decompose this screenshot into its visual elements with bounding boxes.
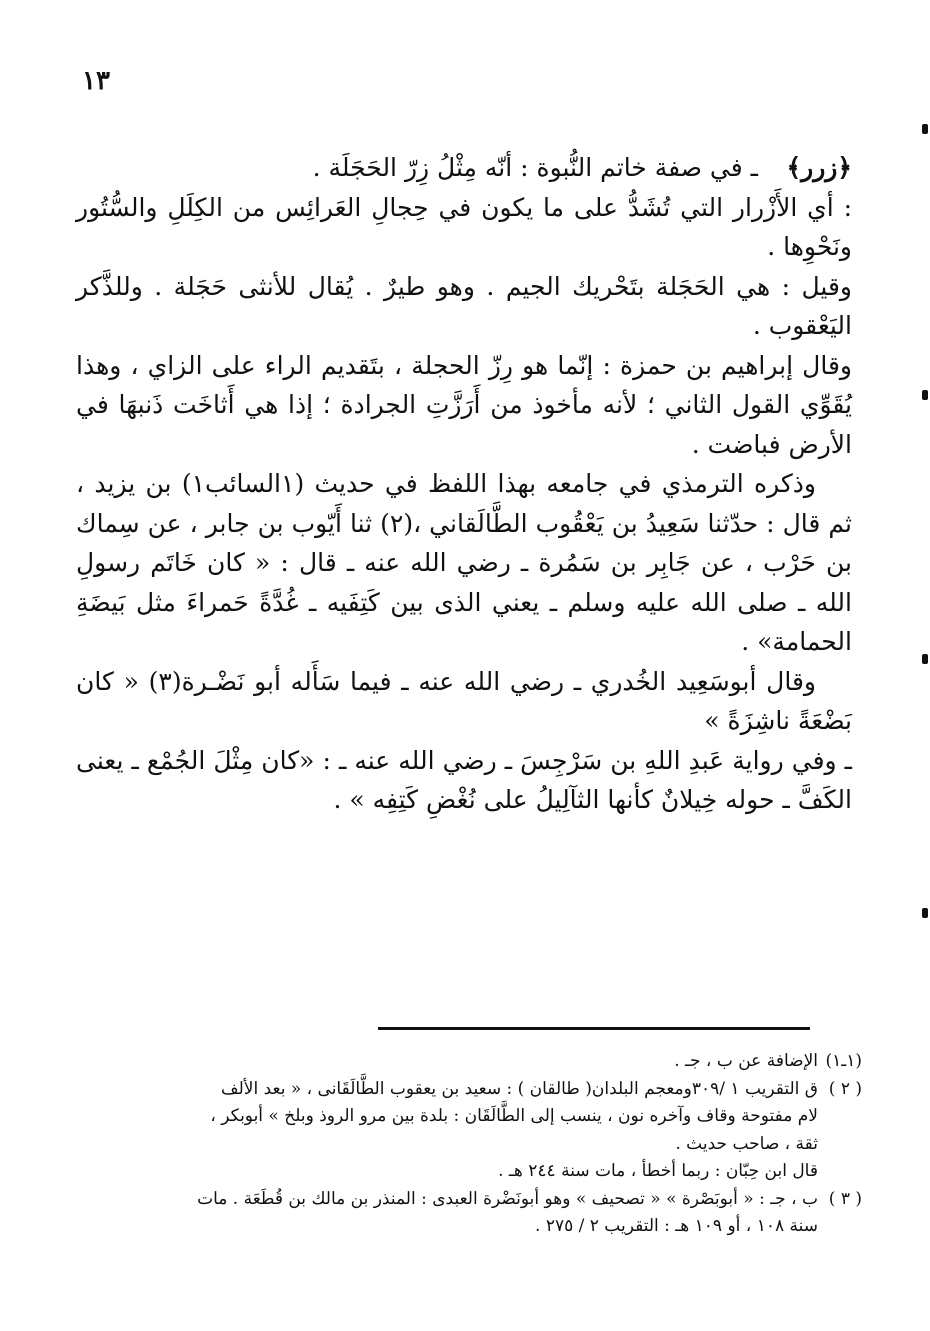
footnote: [64, 1186, 862, 1241]
footnote-line: لام مفتوحة وقاف وآخره نون ، ينسب إلى الطَّالَقَان : بلدة بين مرو الروذ وبلخ » أبوبكر ،: [210, 1106, 818, 1126]
page-number: ١٣: [82, 66, 110, 96]
scan-edge-mark: [922, 654, 928, 664]
scan-edge-mark: [922, 124, 928, 134]
footnote-marker: (١ـ١): [825, 1051, 862, 1071]
entry-paragraph: : أي الأَزْرار التي تُشَدُّ على ما يكون في حِجالِ العَرائِس من الكِلَلِ والسُّتُور ونَحْوِها .: [76, 192, 852, 261]
footnote: [64, 1076, 862, 1186]
footnote-line: ق التقريب ١ /٣٠٩ومعجم البلدان( طالقان ) : سعيد بن يعقوب الطَّالَقَانى ، « بعد الألف: [220, 1078, 818, 1099]
entry-paragraph: وقال أبوسَعِيد الخُدري ـ رضي الله عنه ـ فيما سَأَله أبو نَضْـرة(٣) « كان بَضْعَةً ناشِزَةً »: [76, 666, 852, 735]
entry-paragraph: وقال إبراهيم بن حمزة : إنّما هو رِزّ الحجلة ، بتَقديم الراء على الزاي ، وهذا يُقَوِّي القول الثاني ؛ لأنه مأخوذ من أَرَزَّتِ الجرادة ؛ إذا هي أَثاخَت ذَنبهَا في الأرض فباضت .: [76, 350, 852, 459]
footnotes: [64, 1048, 862, 1241]
footnote-divider: [378, 1027, 810, 1030]
footnote-line: سنة ١٠٨ ، أو ١٠٩ هـ : التقريب ٢ / ٢٧٥ .: [535, 1216, 818, 1236]
entry-paragraph: ـ في صفة خاتم النُّبوة : أنّه مِثْلُ زِرّ الحَجَلَة .: [312, 153, 758, 182]
footnote-marker: ( ٢ ): [828, 1078, 862, 1099]
entry-headword: ﴿زرر﴾: [786, 153, 852, 182]
footnote-marker: ( ٣ ): [828, 1188, 862, 1209]
entry-paragraph: وذكره الترمذي في جامعه بهذا اللفظ في حديث (١السائب١) بن يزيد ، ثم قال : حدّثنا سَعِيدُ بن يَعْقُوب الطَّالَقاني ،(٢) ثنا أَيّوب بن جابر ، عن سِماك بن حَرْب ، عن جَابِر بن سَمُرة ـ رضي الله عنه ـ قال : « كان خَاتَم رسولِ الله ـ صلى الله عليه وسلم ـ يعني الذى بين كَتِفَيه ـ غُدَّةً حَمراءَ مثل بَيضَةِ الحمامة» .: [76, 469, 852, 656]
footnote-line: قال ابن حِبّان : ربما أخطأ ، مات سنة ٢٤٤ هـ .: [498, 1161, 818, 1181]
entry-paragraph: وقيل : هي الحَجَلة بتَحْريك الجيم . وهو طيرٌ . يُقال للأنثى حَجَلة . وللذَّكر اليَعْقوب .: [76, 271, 852, 340]
footnote: [64, 1048, 862, 1076]
scan-edge-mark: [922, 908, 928, 918]
footnote-line: ب ، جـ : « أبوبَصْرة » « تصحيف » وهو أبونَضْرة العبدى : المنذر بن مالك بن قُطَعَة . مات: [197, 1188, 818, 1209]
footnote-line: الإضافة عن ب ، جـ .: [674, 1051, 818, 1071]
footnote-line: ثقة ، صاحب حديث .: [675, 1133, 818, 1154]
scan-edge-mark: [922, 390, 928, 400]
main-entry-text: [76, 148, 852, 820]
entry-paragraph: ـ وفي رواية عَبدِ اللهِ بن سَرْجِسَ ـ رضي الله عنه ـ : «كان مِثْلَ الجُمْع ـ يعنى الكَفَّ ـ حوله خِيلانٌ كأنها الثآلِيلُ على نُغْضِ كَتِفِه » .: [76, 745, 852, 814]
